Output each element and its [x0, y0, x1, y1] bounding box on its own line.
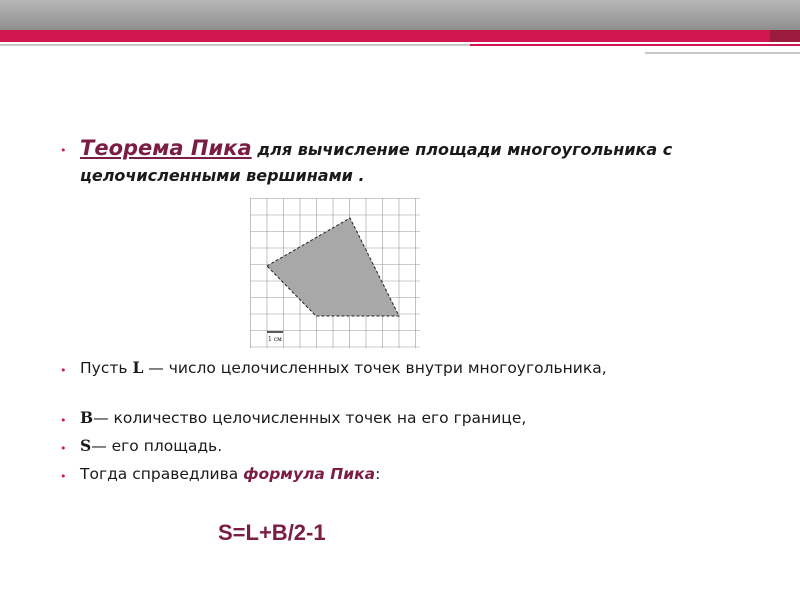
scale-label: 1 см — [268, 336, 282, 343]
header-short-line — [645, 52, 800, 54]
header-gray-line — [0, 44, 470, 46]
variable-b: B — [80, 408, 94, 427]
header-gray-band — [0, 0, 800, 30]
theorem-heading — [80, 135, 740, 189]
grid-svg — [250, 198, 420, 348]
item-prefix: Тогда справедлива — [80, 465, 244, 483]
list-item-s — [80, 435, 720, 457]
item-prefix: Пусть — [80, 359, 133, 377]
header-dark-band — [770, 30, 800, 42]
formula-name: формула Пика — [243, 465, 376, 483]
bullet-icon: • — [60, 364, 67, 377]
variable-l: L — [132, 358, 144, 377]
list-item-l — [80, 357, 720, 379]
bullet-icon: • — [60, 442, 67, 455]
item-text: — его площадь. — [91, 437, 223, 455]
polygon — [267, 218, 399, 316]
list-item-formula-intro — [80, 463, 720, 485]
bullet-icon: • — [60, 144, 67, 157]
header-pink-line — [470, 44, 800, 46]
pick-formula: S=L+B/2-1 — [218, 520, 326, 545]
item-text: — количество целочисленных точек на его границе, — [93, 409, 527, 427]
list-item-b — [80, 407, 720, 429]
bullet-icon: • — [60, 414, 67, 427]
polygon-figure — [250, 198, 420, 352]
bullet-icon: • — [60, 470, 67, 483]
item-text: : — [375, 465, 381, 483]
theorem-title: Теорема Пика — [80, 136, 252, 160]
item-text: — число целочисленных точек внутри многоугольника, — [143, 359, 607, 377]
header-pink-band — [0, 30, 800, 42]
variable-s: S — [80, 436, 92, 455]
theorem-description: для вычисление площади многоугольника с целочисленными вершинами . — [80, 140, 673, 185]
